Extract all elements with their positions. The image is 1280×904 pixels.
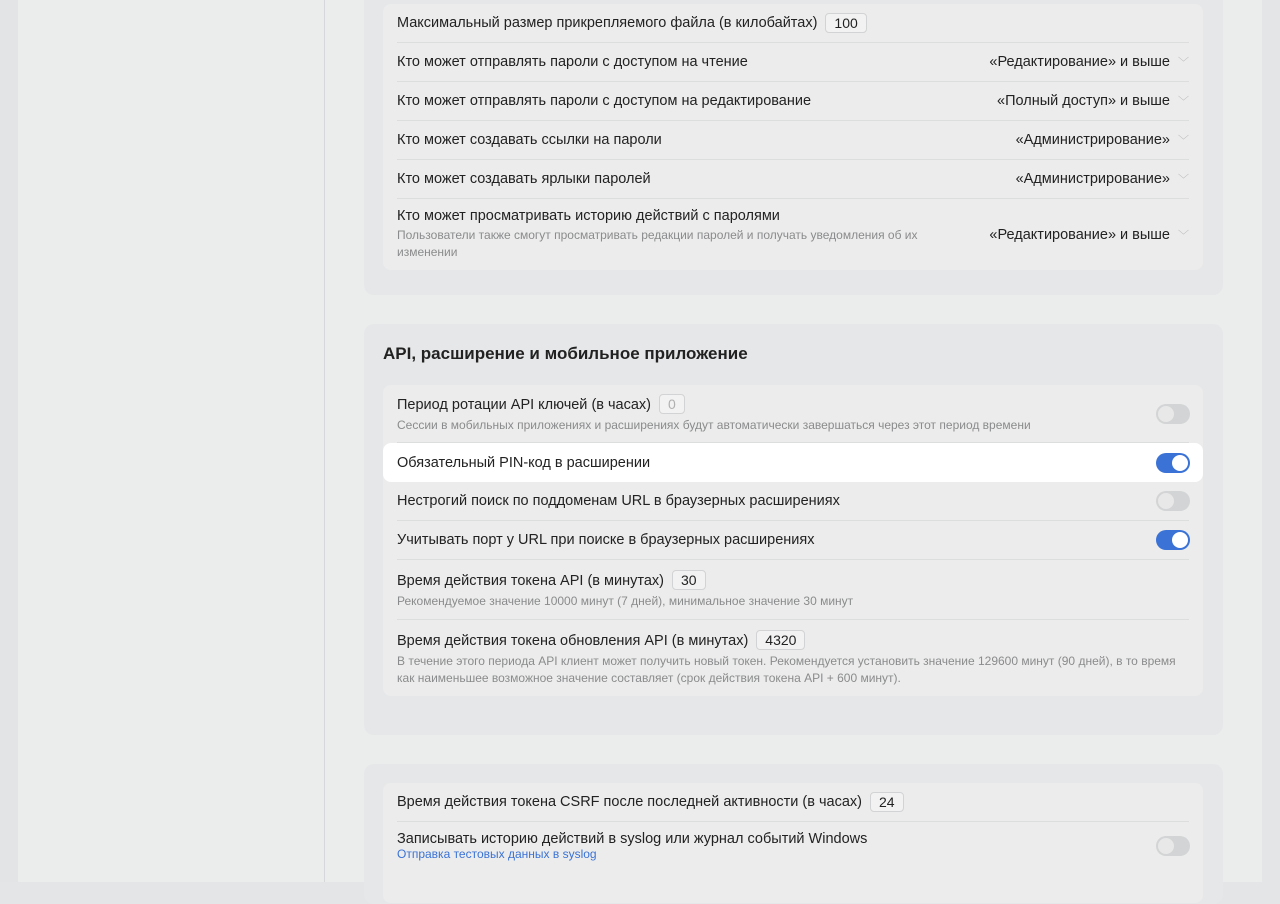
csrf-row	[397, 783, 1189, 822]
send-edit-label: Кто может отправлять пароли с доступом на редактирование	[397, 93, 812, 109]
chevron-down-icon: ﹀	[1178, 135, 1189, 147]
misc-settings-list	[383, 783, 1203, 903]
subdomain-toggle[interactable]	[1156, 491, 1190, 511]
send-read-value: «Редактирование» и выше	[989, 54, 1170, 70]
rotation-row	[397, 385, 1189, 443]
syslog-row	[397, 822, 1189, 870]
pin-toggle[interactable]	[1156, 453, 1190, 473]
create-shortcuts-label: Кто может создавать ярлыки паролей	[397, 171, 651, 187]
send-edit-select[interactable]	[997, 93, 1189, 109]
max-file-size-label: Максимальный размер прикрепляемого файла (в килобайтах)	[397, 15, 818, 31]
create-links-row	[397, 121, 1189, 160]
create-shortcuts-select[interactable]	[1016, 171, 1189, 187]
window-edge	[0, 0, 18, 882]
pin-row	[383, 443, 1203, 482]
port-toggle[interactable]	[1156, 530, 1190, 550]
token-label: Время действия токена API (в минутах)	[397, 573, 664, 589]
create-shortcuts-row	[397, 160, 1189, 199]
api-settings-list	[383, 385, 1203, 696]
syslog-test-link[interactable]: Отправка тестовых данных в syslog	[397, 847, 597, 861]
rotation-label: Период ротации API ключей (в часах)	[397, 397, 652, 413]
port-row	[397, 521, 1189, 560]
create-links-label: Кто может создавать ссылки на пароли	[397, 132, 662, 148]
refresh-input[interactable]: 4320	[756, 630, 805, 650]
scrollbar-track[interactable]	[1262, 0, 1280, 882]
rotation-input[interactable]: 0	[659, 394, 685, 414]
pin-label: Обязательный PIN-код в расширении	[397, 454, 651, 471]
sidebar	[18, 0, 325, 882]
token-input[interactable]: 30	[672, 570, 706, 590]
syslog-label: Записывать историю действий в syslog или журнал событий Windows	[397, 831, 868, 847]
max-file-size-row	[397, 4, 1189, 43]
history-value: «Редактирование» и выше	[989, 226, 1170, 243]
send-read-row	[397, 43, 1189, 82]
history-row	[397, 199, 1189, 270]
history-description: Пользователи также смогут просматривать редакции паролей и получать уведомления об их изменении	[397, 228, 918, 259]
send-read-label: Кто может отправлять пароли с доступом на чтение	[397, 54, 748, 70]
rotation-toggle[interactable]	[1156, 404, 1190, 424]
subdomain-row	[397, 482, 1189, 521]
syslog-toggle[interactable]	[1156, 836, 1190, 856]
send-read-select[interactable]	[989, 54, 1189, 70]
create-links-value: «Администрирование»	[1015, 132, 1170, 148]
chevron-down-icon: ﹀	[1178, 57, 1189, 69]
token-row	[397, 560, 1189, 620]
rotation-description: Сессии в мобильных приложениях и расширениях будут автоматически завершаться через этот период времени	[397, 418, 1031, 432]
refresh-description: В течение этого периода API клиент может получить новый токен. Рекомендуется установить значение 129600 минут (90 дней), в то время как наименьшее возможное значение составляет (срок действия токена API + 600 минут).	[397, 654, 1176, 685]
passwords-settings-card	[364, 0, 1223, 295]
max-file-size-input[interactable]: 100	[825, 13, 866, 33]
chevron-down-icon: ﹀	[1178, 174, 1189, 186]
refresh-row	[397, 620, 1189, 696]
api-section-title: API, расширение и мобильное приложение	[383, 344, 748, 363]
history-select[interactable]	[989, 227, 1189, 243]
create-shortcuts-value: «Администрирование»	[1015, 171, 1170, 187]
passwords-settings-list	[383, 4, 1203, 270]
send-edit-row	[397, 82, 1189, 121]
csrf-label: Время действия токена CSRF после последней активности (в часах)	[397, 794, 862, 810]
api-settings-card	[364, 324, 1223, 735]
history-label: Кто может просматривать историю действий с паролями	[397, 208, 780, 224]
port-label: Учитывать порт у URL при поиске в браузерных расширениях	[397, 532, 815, 548]
misc-settings-card	[364, 764, 1223, 904]
token-description: Рекомендуемое значение 10000 минут (7 дней), минимальное значение 30 минут	[397, 594, 854, 608]
refresh-label: Время действия токена обновления API (в минутах)	[397, 633, 749, 649]
create-links-select[interactable]	[1016, 132, 1189, 148]
chevron-down-icon: ﹀	[1178, 96, 1189, 108]
csrf-input[interactable]: 24	[870, 792, 904, 812]
chevron-down-icon: ﹀	[1178, 229, 1189, 242]
subdomain-label: Нестрогий поиск по поддоменам URL в браузерных расширениях	[397, 493, 840, 509]
send-edit-value: «Полный доступ» и выше	[997, 93, 1170, 109]
